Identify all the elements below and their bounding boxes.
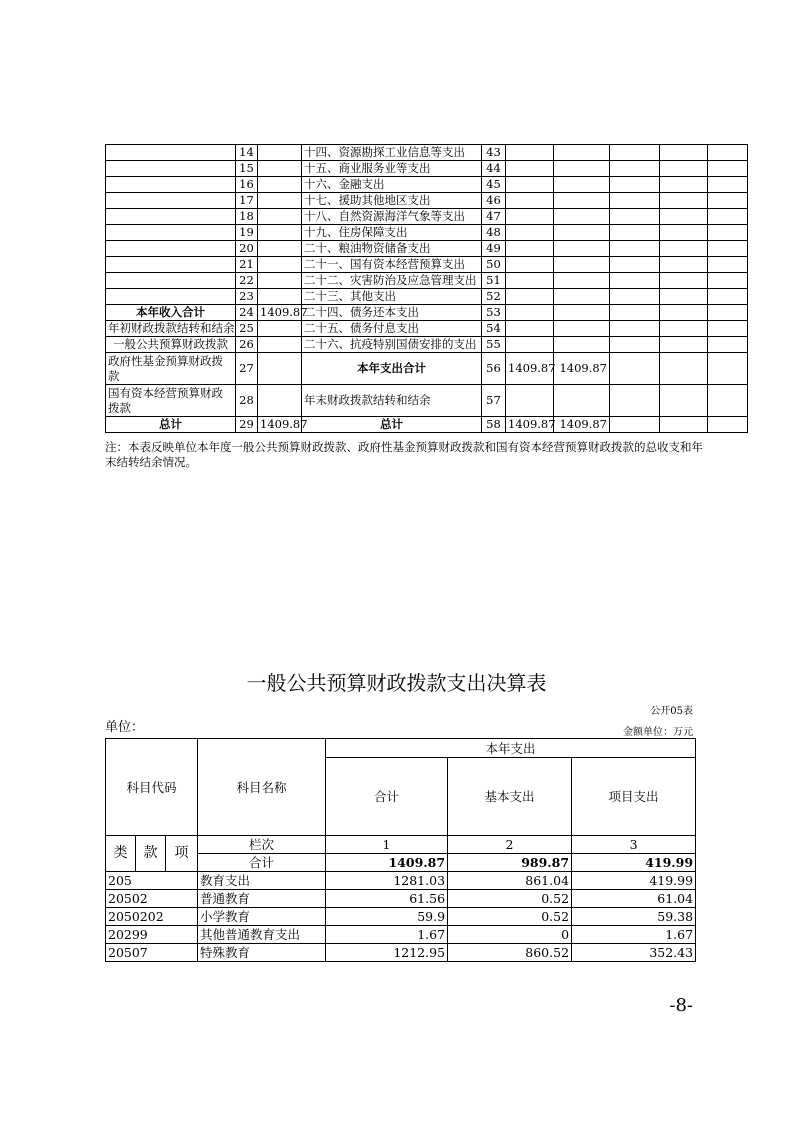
value-cell (554, 225, 610, 241)
project-value: 1.67 (572, 926, 696, 944)
total-value: 61.56 (326, 890, 448, 908)
right-label: 二十四、债务还本支出 (302, 305, 482, 321)
line-number: 24 (236, 305, 258, 321)
value-cell: 1409.87 (258, 417, 302, 433)
value-cell (554, 321, 610, 337)
line-number: 58 (482, 417, 506, 433)
line-number: 28 (236, 385, 258, 417)
value-cell (506, 177, 554, 193)
value-cell (506, 321, 554, 337)
table-row (106, 385, 748, 417)
value-cell (506, 257, 554, 273)
basic-value: 0 (448, 926, 572, 944)
value-cell (258, 337, 302, 353)
line-number: 22 (236, 273, 258, 289)
value-cell (258, 225, 302, 241)
value-cell (258, 193, 302, 209)
table-row (106, 321, 748, 337)
line-number: 43 (482, 145, 506, 161)
project-value: 419.99 (572, 854, 696, 872)
value-cell (554, 273, 610, 289)
value-cell: 1409.87 (258, 305, 302, 321)
right-label: 二十二、灾害防治及应急管理支出 (302, 273, 482, 289)
right-label: 十七、援助其他地区支出 (302, 193, 482, 209)
line-number: 14 (236, 145, 258, 161)
subject-code: 205 (106, 872, 198, 890)
line-number: 53 (482, 305, 506, 321)
left-label: 总计 (106, 417, 236, 433)
basic-value: 0.52 (448, 890, 572, 908)
right-label: 年末财政拨款结转和结余 (302, 385, 482, 417)
page-title: 一般公共预算财政拨款支出决算表 (246, 671, 547, 695)
table-row (106, 926, 696, 944)
value-cell (554, 145, 610, 161)
right-label: 二十五、债务付息支出 (302, 321, 482, 337)
expenditure-table-body (106, 872, 696, 962)
value-cell: 1409.87 (554, 353, 610, 385)
right-label: 二十、粮油物资储备支出 (302, 241, 482, 257)
table-note: 注：本表反映单位本年度一般公共预算财政拨款、政府性基金预算财政拨款和国有资本经营预算财政拨款的总收支和年末结转结余情况。 (105, 440, 703, 469)
budget-summary-table (105, 144, 748, 433)
subject-name: 教育支出 (198, 872, 326, 890)
value-cell (506, 273, 554, 289)
left-label: 国有资本经营预算财政拨款 (106, 385, 236, 417)
line-number: 17 (236, 193, 258, 209)
subject-code: 20502 (106, 890, 198, 908)
line-number: 25 (236, 321, 258, 337)
value-cell: 1409.87 (506, 353, 554, 385)
left-label (106, 209, 236, 225)
left-label (106, 145, 236, 161)
line-number: 57 (482, 385, 506, 417)
basic-value: 0.52 (448, 908, 572, 926)
page-number: -8- (669, 995, 693, 1016)
subject-name: 普通教育 (198, 890, 326, 908)
line-number: 26 (236, 337, 258, 353)
value-cell (258, 273, 302, 289)
value-cell (554, 193, 610, 209)
line-number: 20 (236, 241, 258, 257)
right-label: 二十三、其他支出 (302, 289, 482, 305)
table-row (106, 257, 748, 273)
table-row (106, 872, 696, 890)
value-cell (258, 241, 302, 257)
left-label (106, 257, 236, 273)
column-number: 2 (448, 836, 572, 854)
subject-code: 20507 (106, 944, 198, 962)
table-row (106, 337, 748, 353)
column-number: 1 (326, 836, 448, 854)
line-number: 29 (236, 417, 258, 433)
table-code: 公开05表 (650, 706, 693, 717)
value-cell (506, 289, 554, 305)
line-number: 27 (236, 353, 258, 385)
basic-value: 860.52 (448, 944, 572, 962)
header-year-expenditure: 本年支出 (326, 739, 696, 758)
line-number: 48 (482, 225, 506, 241)
table-row (106, 908, 696, 926)
value-cell: 1409.87 (506, 417, 554, 433)
header-lei: 类 (106, 836, 136, 872)
right-label: 本年支出合计 (302, 353, 482, 385)
line-number: 47 (482, 209, 506, 225)
right-label: 十八、自然资源海洋气象等支出 (302, 209, 482, 225)
right-label: 总计 (302, 417, 482, 433)
line-number: 52 (482, 289, 506, 305)
project-value: 59.38 (572, 908, 696, 926)
header-row (106, 739, 696, 758)
amount-unit-label: 金额单位：万元 (623, 727, 693, 738)
line-number: 44 (482, 161, 506, 177)
header-code: 科目代码 (106, 739, 198, 836)
total-value: 1212.95 (326, 944, 448, 962)
value-cell: 1409.87 (554, 417, 610, 433)
line-number: 15 (236, 161, 258, 177)
header-lanci: 栏次 (198, 836, 326, 854)
header-kuan: 款 (136, 836, 166, 872)
line-number: 55 (482, 337, 506, 353)
value-cell (554, 305, 610, 321)
summary-table-body (106, 145, 748, 353)
value-cell (554, 177, 610, 193)
right-label: 十六、金融支出 (302, 177, 482, 193)
left-label (106, 193, 236, 209)
table-row (106, 273, 748, 289)
table-row (106, 241, 748, 257)
left-label: 一般公共预算财政拨款 (106, 337, 236, 353)
column-number: 3 (572, 836, 696, 854)
project-value: 419.99 (572, 872, 696, 890)
value-cell (554, 289, 610, 305)
value-cell (506, 161, 554, 177)
line-number: 45 (482, 177, 506, 193)
basic-value: 989.87 (448, 854, 572, 872)
header-xiang: 项 (166, 836, 198, 872)
value-cell (506, 305, 554, 321)
right-label: 十四、资源勘探工业信息等支出 (302, 145, 482, 161)
value-cell (554, 209, 610, 225)
line-number: 21 (236, 257, 258, 273)
left-label (106, 177, 236, 193)
left-label: 本年收入合计 (106, 305, 236, 321)
total-value: 1409.87 (326, 854, 448, 872)
value-cell (506, 225, 554, 241)
header-row (106, 836, 696, 854)
line-number: 50 (482, 257, 506, 273)
total-value: 59.9 (326, 908, 448, 926)
table-row (106, 305, 748, 321)
line-number: 49 (482, 241, 506, 257)
table-row (106, 944, 696, 962)
value-cell (258, 145, 302, 161)
table-row (106, 145, 748, 161)
line-number: 46 (482, 193, 506, 209)
left-label: 政府性基金预算财政拨款 (106, 353, 236, 385)
value-cell (258, 177, 302, 193)
table-row (106, 209, 748, 225)
header-project: 项目支出 (572, 758, 696, 836)
header-total: 合计 (326, 758, 448, 836)
line-number: 18 (236, 209, 258, 225)
line-number: 54 (482, 321, 506, 337)
left-label (106, 225, 236, 241)
line-number: 51 (482, 273, 506, 289)
expenditure-table (105, 738, 696, 962)
right-label: 十九、住房保障支出 (302, 225, 482, 241)
line-number: 19 (236, 225, 258, 241)
project-value: 352.43 (572, 944, 696, 962)
value-cell (506, 241, 554, 257)
value-cell (554, 337, 610, 353)
table-row (106, 890, 696, 908)
table-row (106, 161, 748, 177)
line-number: 23 (236, 289, 258, 305)
line-number: 16 (236, 177, 258, 193)
basic-value: 861.04 (448, 872, 572, 890)
value-cell (506, 337, 554, 353)
value-cell (506, 193, 554, 209)
value-cell (506, 209, 554, 225)
total-value: 1281.03 (326, 872, 448, 890)
table-row (106, 193, 748, 209)
value-cell (258, 257, 302, 273)
project-value: 61.04 (572, 890, 696, 908)
subject-name: 特殊教育 (198, 944, 326, 962)
total-row (106, 417, 748, 433)
subject-code: 2050202 (106, 908, 198, 926)
value-cell (258, 161, 302, 177)
right-label: 二十一、国有资本经营预算支出 (302, 257, 482, 273)
right-label: 十五、商业服务业等支出 (302, 161, 482, 177)
value-cell (554, 161, 610, 177)
left-label (106, 289, 236, 305)
value-cell (258, 209, 302, 225)
header-basic: 基本支出 (448, 758, 572, 836)
right-label: 二十六、抗疫特别国债安排的支出 (302, 337, 482, 353)
table-row (106, 353, 748, 385)
total-label: 合计 (198, 854, 326, 872)
header-name: 科目名称 (198, 739, 326, 836)
subject-name: 小学教育 (198, 908, 326, 926)
left-label (106, 241, 236, 257)
value-cell (506, 145, 554, 161)
total-value: 1.67 (326, 926, 448, 944)
subject-name: 其他普通教育支出 (198, 926, 326, 944)
left-label (106, 161, 236, 177)
table-row (106, 225, 748, 241)
value-cell (258, 289, 302, 305)
value-cell (554, 241, 610, 257)
left-label: 年初财政拨款结转和结余 (106, 321, 236, 337)
left-label (106, 273, 236, 289)
value-cell (554, 257, 610, 273)
unit-label: 单位： (105, 720, 145, 735)
table-row (106, 177, 748, 193)
value-cell (258, 321, 302, 337)
table-row (106, 289, 748, 305)
subject-code: 20299 (106, 926, 198, 944)
line-number: 56 (482, 353, 506, 385)
